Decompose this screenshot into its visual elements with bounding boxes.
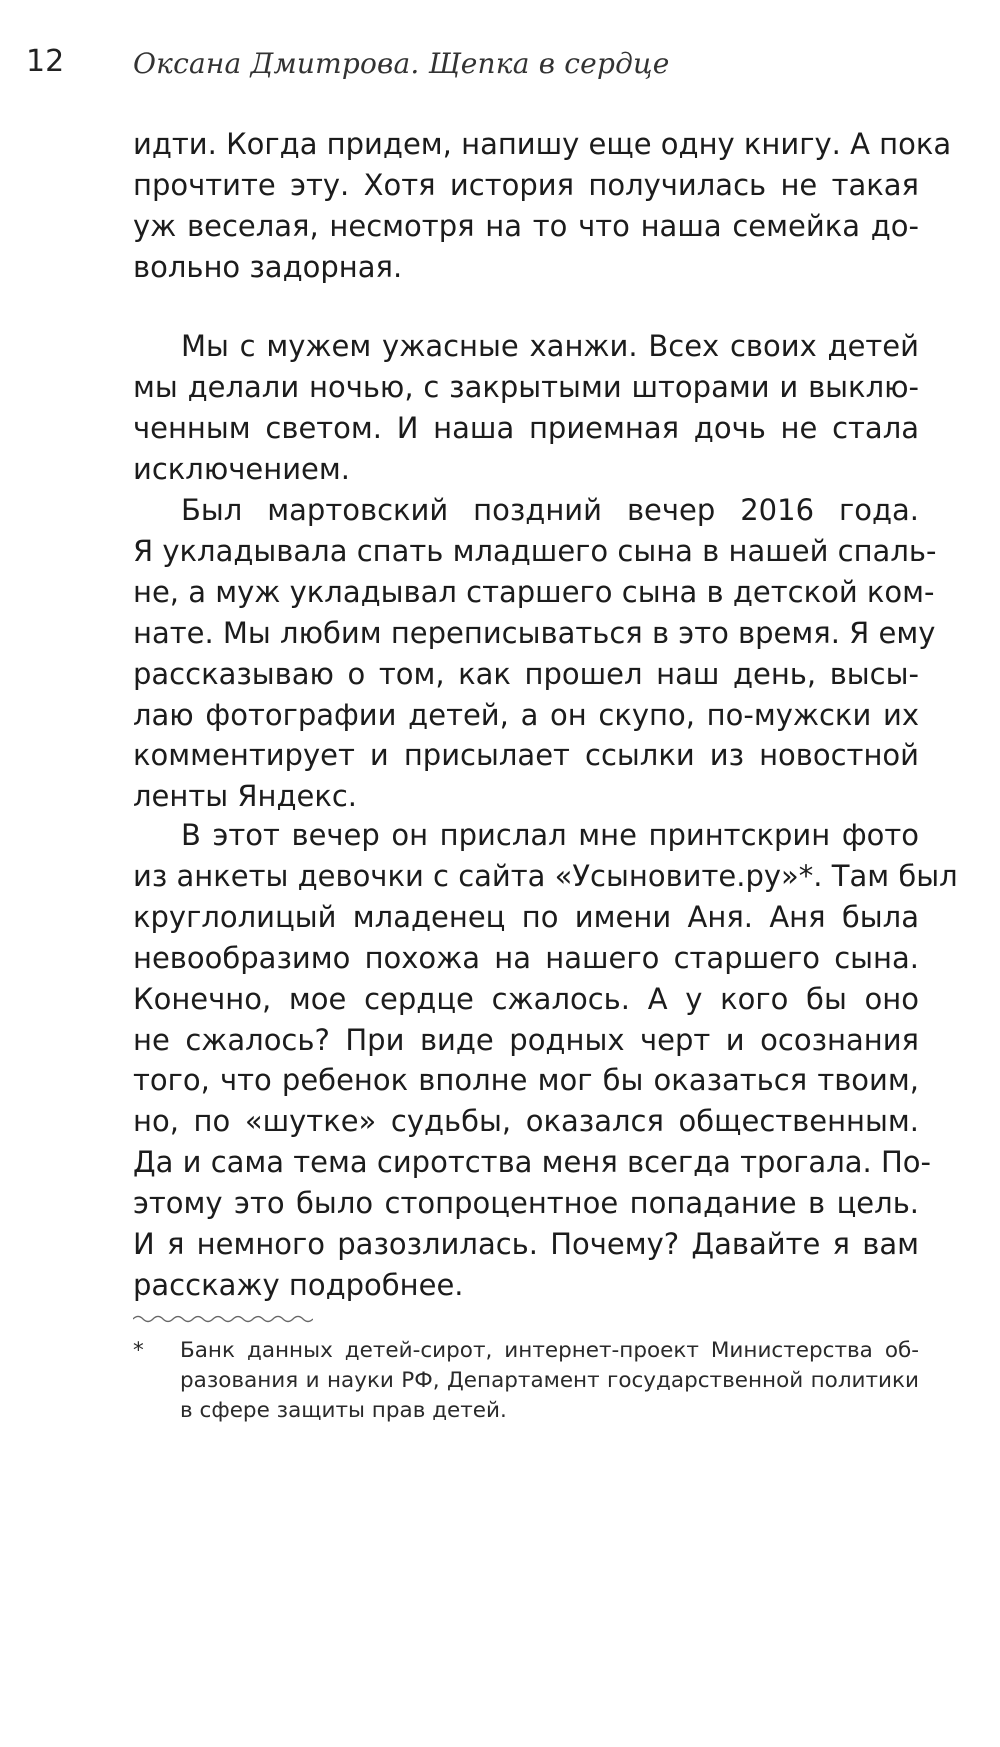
paragraph-2 [133,326,919,490]
text-line: не, а муж укладывал старшего сына в детской ком- [133,574,935,609]
text-line: И я немного разозлилась. Почему? Давайте я вам [133,1227,919,1262]
footnote-wavy-rule [133,1313,313,1325]
paragraph-3 [133,490,937,817]
text-line: ченным светом. И наша приемная дочь не стала [133,410,919,445]
running-title: Оксана Дмитрова. Щепка в сердце [133,47,670,80]
text-line: рассказываю о том, как прошел наш день, высы- [133,656,919,691]
footnote-line: разования и науки РФ, Департамент государственной политики [180,1368,919,1393]
text-line: Был мартовский поздний вечер 2016 года. [181,493,919,527]
text-line: В этот вечер он прислал мне принтскрин фото [181,818,919,852]
text-line: ленты Яндекс. [133,779,358,814]
text-line: исключением. [133,451,350,486]
text-line: вольно задорная. [133,249,403,284]
text-line: круглолицый младенец по имени Аня. Аня была [133,899,919,934]
text-line: Конечно, мое сердце сжалось. А у кого бы оно [133,981,919,1016]
text-line: этому это было стопроцентное попадание в цель. [133,1186,919,1221]
text-line: расскажу подробнее. [133,1267,464,1302]
paragraph-1 [133,124,952,288]
footnote-line: Банк данных детей-сирот, интернет-проект Министерства об- [180,1338,919,1363]
text-line: комментирует и присылает ссылки из новостной [133,738,919,773]
text-line: не сжалось? При виде родных черт и осознания [133,1022,919,1057]
text-line: того, что ребенок вполне мог бы оказаться твоим, [133,1063,919,1098]
text-line: уж веселая, несмотря на то что наша семейка до- [133,208,919,243]
text-line: прочтите эту. Хотя история получилась не такая [133,167,919,202]
text-line: Мы с мужем ужасные ханжи. Всех своих детей [181,329,919,363]
text-line: мы делали ночью, с закрытыми шторами и выклю- [133,369,919,404]
text-line: невообразимо похожа на нашего старшего сына. [133,940,919,975]
text-line: Да и сама тема сиротства меня всегда трогала. По- [133,1145,931,1180]
paragraph-4 [133,815,958,1306]
footnote-marker: * [133,1338,144,1363]
text-line: но, по «шутке» судьбы, оказался общественным. [133,1104,919,1139]
text-line: Я укладывала спать младшего сына в нашей спаль- [133,533,937,568]
text-line: идти. Когда придем, напишу еще одну книгу. А пока [133,127,952,161]
footnote [133,1336,919,1426]
text-line: лаю фотографии детей, а он скупо, по-мужски их [133,697,919,732]
text-line: нате. Мы любим переписываться в это время. Я ему [133,615,936,650]
footnote-line: в сфере защиты прав детей. [180,1398,507,1423]
page-number: 12 [26,44,65,79]
text-line: из анкеты девочки с сайта «Усыновите.ру»*. Там был [133,858,958,893]
